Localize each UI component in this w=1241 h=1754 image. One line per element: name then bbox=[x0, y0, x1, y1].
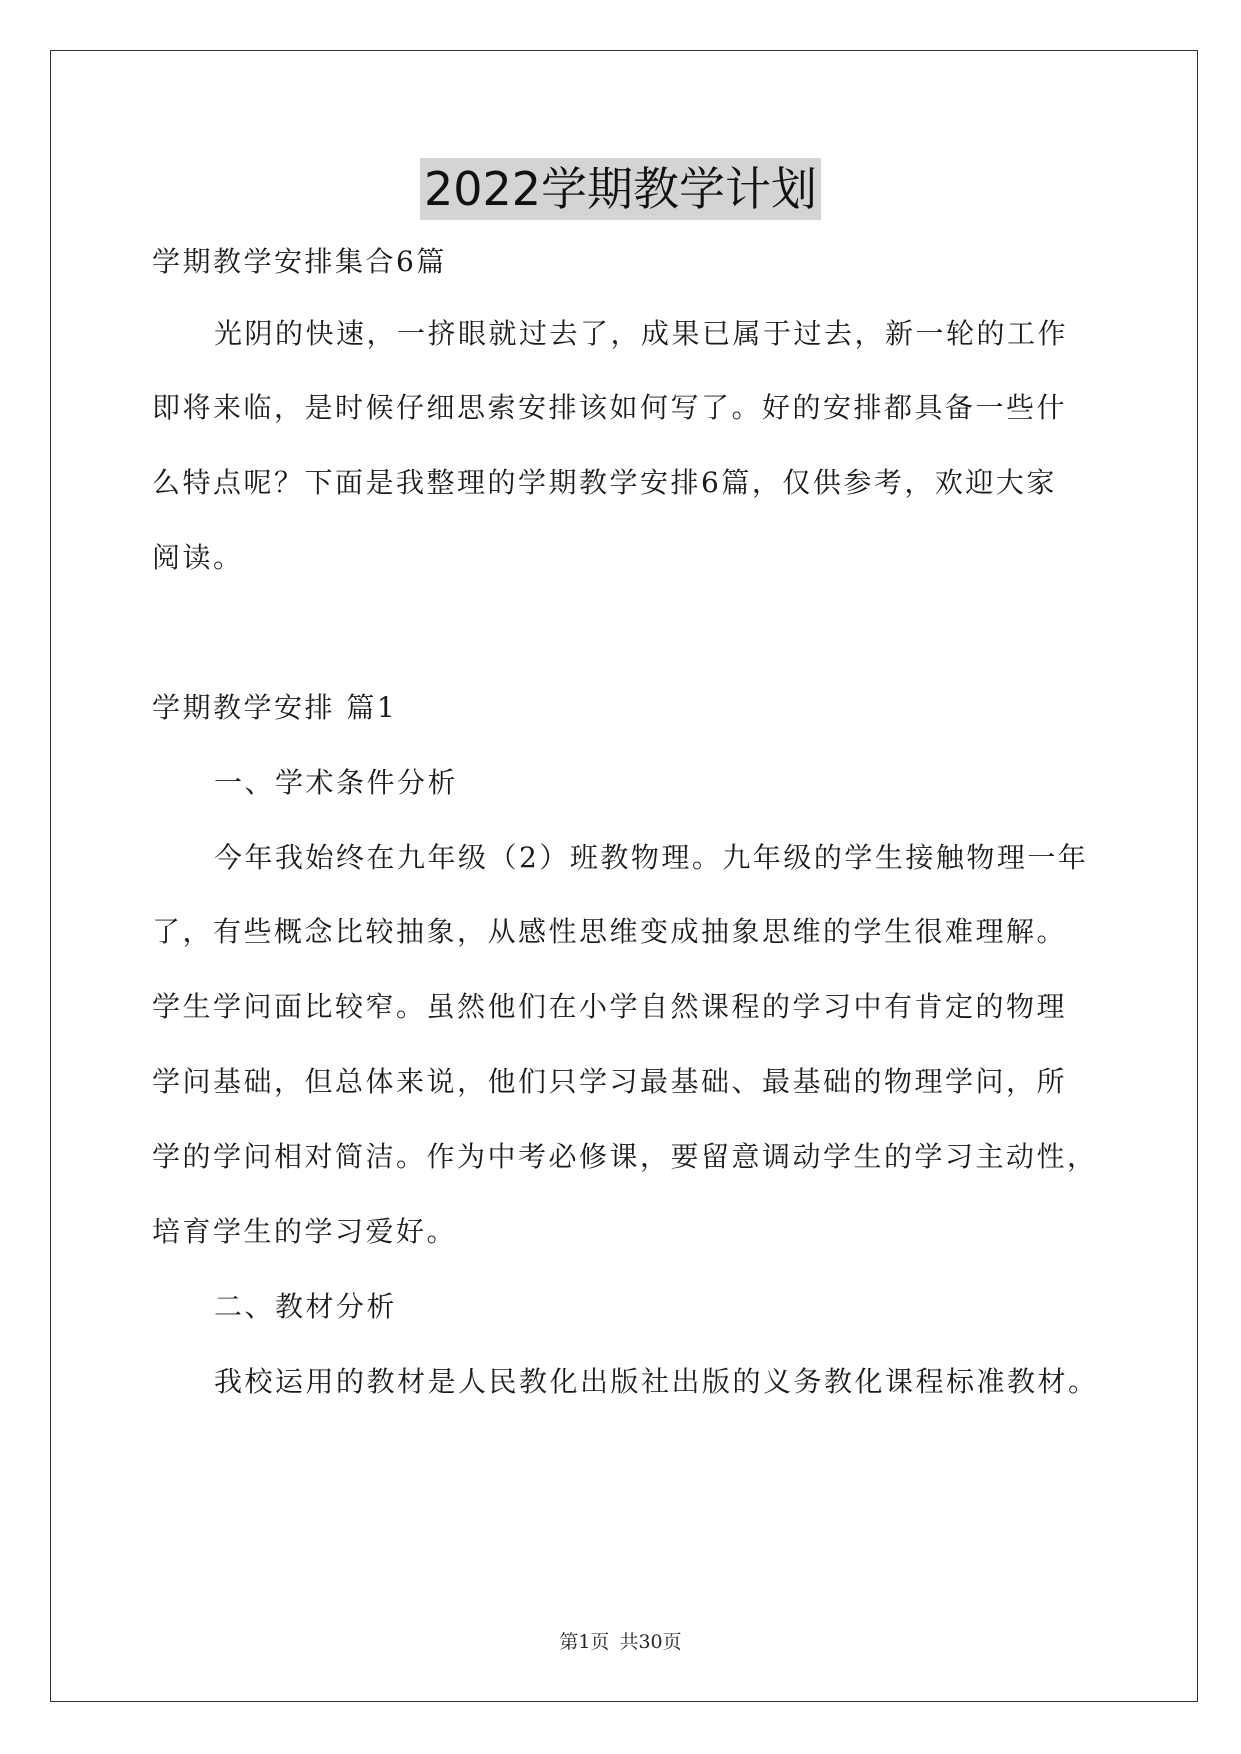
subtitle-line: 学期教学安排集合6篇 bbox=[152, 245, 447, 278]
paragraph-line: 培育学生的学习爱好。 bbox=[152, 1215, 458, 1248]
paragraph-line: 学的学问相对简洁。作为中考必修课，要留意调动学生的学习主动性， bbox=[152, 1140, 1098, 1173]
paragraph-line: 今年我始终在九年级（2）班教物理。九年级的学生接触物理一年 bbox=[214, 841, 1089, 874]
page-footer bbox=[0, 1630, 1241, 1654]
paragraph-line: 光阴的快速，一挤眼就过去了，成果已属于过去，新一轮的工作 bbox=[214, 317, 1069, 350]
section-heading: 学期教学安排 篇1 bbox=[152, 691, 398, 724]
page-total: 共30页 bbox=[619, 1631, 682, 1653]
title-container bbox=[0, 158, 1241, 220]
paragraph-line: 我校运用的教材是人民教化出版社出版的义务教化课程标准教材。 bbox=[214, 1365, 1099, 1398]
subsection-heading: 一、学术条件分析 bbox=[214, 766, 459, 799]
page-border bbox=[50, 50, 1198, 1702]
document-title: 2022学期教学计划 bbox=[420, 158, 821, 220]
page-number: 第1页 bbox=[559, 1631, 610, 1653]
paragraph-line: 即将来临，是时候仔细思索安排该如何写了。好的安排都具备一些什 bbox=[152, 391, 1068, 424]
paragraph-line: 了，有些概念比较抽象，从感性思维变成抽象思维的学生很难理解。 bbox=[152, 915, 1068, 948]
paragraph-line: 学生学问面比较窄。虽然他们在小学自然课程的学习中有肯定的物理 bbox=[152, 990, 1068, 1023]
paragraph-line: 学问基础，但总体来说，他们只学习最基础、最基础的物理学问，所 bbox=[152, 1065, 1068, 1098]
paragraph-line: 么特点呢？下面是我整理的学期教学安排6篇，仅供参考，欢迎大家 bbox=[152, 466, 1057, 499]
paragraph-line: 阅读。 bbox=[152, 541, 244, 574]
subsection-heading: 二、教材分析 bbox=[214, 1290, 398, 1323]
